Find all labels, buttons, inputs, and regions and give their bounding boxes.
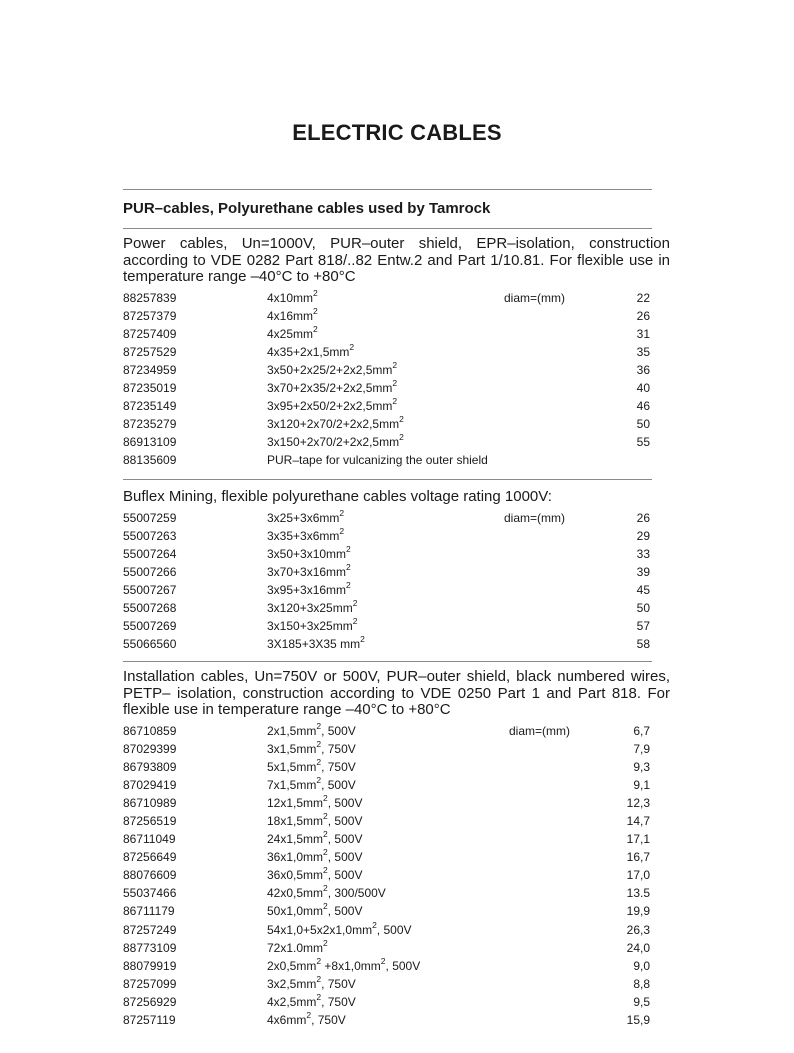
cable-spec: $36x0,5mm^2$, 500V <box>267 865 363 883</box>
table-row <box>123 884 670 902</box>
table-row <box>123 599 670 617</box>
cable-spec: $3x25+3x6mm^2$ <box>267 507 345 525</box>
cable-spec: $3x150+3x25mm^2$ <box>267 616 358 634</box>
table-row <box>123 635 670 653</box>
part-number: 87256649 <box>123 850 177 865</box>
power-cables-section <box>123 236 670 469</box>
table-row <box>123 776 670 794</box>
cable-spec: $3x50+2x25/2+2x2,5mm^2$ <box>267 359 398 377</box>
diameter-value: 26,3 <box>626 922 650 937</box>
table-row <box>123 527 670 545</box>
diameter-value: 26 <box>636 510 650 525</box>
table-row <box>123 379 670 397</box>
diameter-value: 50 <box>636 417 650 432</box>
table-row <box>123 563 670 581</box>
table-row <box>123 343 670 361</box>
diameter-value: 16,7 <box>626 850 650 865</box>
table-row <box>123 1011 670 1029</box>
cable-spec: $4x2,5mm^2$, 750V <box>267 991 356 1009</box>
diameter-value: 17,1 <box>626 832 650 847</box>
table-row <box>123 307 670 325</box>
part-number: 55007267 <box>123 582 177 597</box>
cable-spec: $3x2,5mm^2$, 750V <box>267 973 356 991</box>
table-row <box>123 812 670 830</box>
section-intro: Buflex Mining, flexible polyurethane cables voltage rating 1000V: <box>123 488 552 505</box>
cable-spec: $36x1,0mm^2$, 500V <box>267 847 363 865</box>
cable-spec: $3x95+3x16mm^2$ <box>267 579 351 597</box>
cable-spec: $2x1,5mm^2$, 500V <box>267 720 356 738</box>
diameter-value: 9,3 <box>633 759 650 774</box>
part-number: 86793809 <box>123 759 177 774</box>
cable-spec: $72x1.0mm^2$ <box>267 937 328 955</box>
cable-spec: $2x0,5mm^2 +8x1,0mm^2$, 500V <box>267 955 421 973</box>
cable-spec: PUR–tape for vulcanizing the outer shield <box>267 453 488 468</box>
cable-spec: $3x120+3x25mm^2$ <box>267 597 358 615</box>
table-row <box>123 939 670 957</box>
diameter-value: 14,7 <box>626 813 650 828</box>
cable-spec: $4x35+2x1,5mm^2$ <box>267 341 355 359</box>
diameter-label: diam=(mm) <box>504 290 566 305</box>
cable-spec: $3x35+3x6mm^2$ <box>267 525 345 543</box>
part-number: 55007266 <box>123 564 177 579</box>
table-row <box>123 617 670 635</box>
part-number: 55007259 <box>123 510 177 525</box>
diameter-value: 55 <box>636 435 650 450</box>
cable-spec: 3X185+3X35 $mm^2$ <box>267 634 365 652</box>
table-row <box>123 993 670 1011</box>
divider <box>123 228 652 229</box>
part-number: 86710989 <box>123 795 177 810</box>
section-intro: Power cables, Un=1000V, PUR–outer shield, EPR–isolation, construction according to VDE 0282 Part 818/..82 Entw.2 and Part 1/10.81. For flexible use in temperature range –40°C to +80°C <box>123 235 670 285</box>
installation-cables-section <box>123 669 670 1029</box>
part-number: 87257379 <box>123 308 177 323</box>
diameter-value: 31 <box>636 326 650 341</box>
cable-spec: $3x120+2x70/2+2x2,5mm^2$ <box>267 414 404 432</box>
diameter-value: 35 <box>636 344 650 359</box>
diameter-value: 50 <box>636 600 650 615</box>
diameter-value: 9,0 <box>633 958 650 973</box>
diameter-value: 46 <box>636 399 650 414</box>
part-number: 86711049 <box>123 832 176 847</box>
part-number: 87235279 <box>123 417 177 432</box>
cable-spec: $12x1,5mm^2$, 500V <box>267 792 363 810</box>
cable-spec: $3x50+3x10mm^2$ <box>267 543 351 561</box>
diameter-value: 39 <box>636 564 650 579</box>
part-number: 87235149 <box>123 399 177 414</box>
part-number: 87257099 <box>123 976 177 991</box>
table-row <box>123 975 670 993</box>
diameter-value: 45 <box>636 582 650 597</box>
part-number: 55007269 <box>123 619 177 634</box>
table-row <box>123 848 670 866</box>
diameter-label: diam=(mm) <box>504 510 566 525</box>
table-row <box>123 581 670 599</box>
table-row <box>123 957 670 975</box>
diameter-value: 57 <box>636 619 650 634</box>
table-row <box>123 415 670 433</box>
cable-spec: $4x6mm^2$, 750V <box>267 1010 346 1027</box>
cable-spec: $24x1,5mm^2$, 500V <box>267 829 363 847</box>
diameter-value: 12,3 <box>626 795 650 810</box>
part-number: 55007268 <box>123 600 177 615</box>
section-intro: Installation cables, Un=750V or 500V, PUR–outer shield, black numbered wires, PETP– isolation, construction according to VDE 0250 Part 1 and Part 818. For flexible use in temperature range –40°C to +80°C <box>123 668 670 718</box>
diameter-value: 24,0 <box>626 940 650 955</box>
part-number: 86710859 <box>123 723 177 738</box>
divider <box>123 661 652 662</box>
table-row <box>123 830 670 848</box>
cable-spec: $4x16mm^2$ <box>267 305 318 323</box>
part-number: 55007263 <box>123 528 177 543</box>
part-number: 55037466 <box>123 886 177 901</box>
part-number: 88257839 <box>123 290 177 305</box>
diameter-value: 6,7 <box>633 723 650 738</box>
table-row <box>123 740 670 758</box>
table-row <box>123 902 670 920</box>
cable-spec: $3x150+2x70/2+2x2,5mm^2$ <box>267 432 404 450</box>
table-row <box>123 433 670 451</box>
part-number: 87257529 <box>123 344 177 359</box>
part-number: 55066560 <box>123 637 177 652</box>
cable-spec: $4x25mm^2$ <box>267 323 318 341</box>
diameter-value: 33 <box>636 546 650 561</box>
table-row <box>123 866 670 884</box>
diameter-value: 58 <box>636 637 650 652</box>
diameter-value: 29 <box>636 528 650 543</box>
part-number: 87257249 <box>123 922 177 937</box>
part-number: 87029399 <box>123 741 177 756</box>
diameter-value: 36 <box>636 362 650 377</box>
part-number: 88773109 <box>123 940 177 955</box>
part-number: 87234959 <box>123 362 177 377</box>
diameter-value: 9,5 <box>633 994 650 1009</box>
cable-spec: $3x70+3x16mm^2$ <box>267 561 351 579</box>
table-row <box>123 451 670 469</box>
part-number: 87235019 <box>123 380 177 395</box>
table-row <box>123 722 670 740</box>
cable-spec: $42x0,5mm^2$, 300/500V <box>267 883 386 901</box>
divider <box>123 189 652 190</box>
part-number: 87257119 <box>123 1013 176 1027</box>
diameter-value: 19,9 <box>626 904 650 919</box>
diameter-value: 15,9 <box>626 1013 650 1027</box>
part-number: 87256519 <box>123 813 177 828</box>
table-row <box>123 397 670 415</box>
part-number: 86711179 <box>123 904 175 919</box>
part-number: 87257409 <box>123 326 177 341</box>
table-row <box>123 545 670 563</box>
diameter-value: 13.5 <box>626 886 650 901</box>
table-row <box>123 289 670 307</box>
section-heading: PUR–cables, Polyurethane cables used by Tamrock <box>123 200 491 217</box>
buflex-mining-section <box>123 489 670 653</box>
table-row <box>123 758 670 776</box>
part-number: 88079919 <box>123 958 177 973</box>
part-number: 88135609 <box>123 453 177 468</box>
diameter-value: 26 <box>636 308 650 323</box>
cable-spec: $3x70+2x35/2+2x2,5mm^2$ <box>267 377 398 395</box>
part-number: 87256929 <box>123 994 177 1009</box>
diameter-label: diam=(mm) <box>509 723 571 738</box>
cable-spec: $18x1,5mm^2$, 500V <box>267 810 363 828</box>
part-number: 86913109 <box>123 435 177 450</box>
cable-spec: $7x1,5mm^2$, 500V <box>267 774 356 792</box>
table-row <box>123 325 670 343</box>
diameter-value: 8,8 <box>633 976 650 991</box>
cable-spec: $4x10mm^2$ <box>267 287 318 305</box>
table-row <box>123 509 670 527</box>
cable-spec: $3x95+2x50/2+2x2,5mm^2$ <box>267 396 398 414</box>
table-row <box>123 361 670 379</box>
diameter-value: 17,0 <box>626 868 650 883</box>
cable-spec: $50x1,0mm^2$, 500V <box>267 901 363 919</box>
diameter-value: 7,9 <box>633 741 650 756</box>
part-number: 55007264 <box>123 546 177 561</box>
divider <box>123 479 652 480</box>
cable-spec: $54x1,0+5x2x1,0mm^2$, 500V <box>267 919 412 937</box>
table-row <box>123 794 670 812</box>
diameter-value: 40 <box>636 380 650 395</box>
diameter-value: 22 <box>636 290 650 305</box>
part-number: 88076609 <box>123 868 177 883</box>
cable-spec: $3x1,5mm^2$, 750V <box>267 738 356 756</box>
diameter-value: 9,1 <box>633 777 650 792</box>
table-row <box>123 921 670 939</box>
cable-spec: $5x1,5mm^2$, 750V <box>267 756 356 774</box>
page-title: ELECTRIC CABLES <box>292 120 502 145</box>
part-number: 87029419 <box>123 777 177 792</box>
